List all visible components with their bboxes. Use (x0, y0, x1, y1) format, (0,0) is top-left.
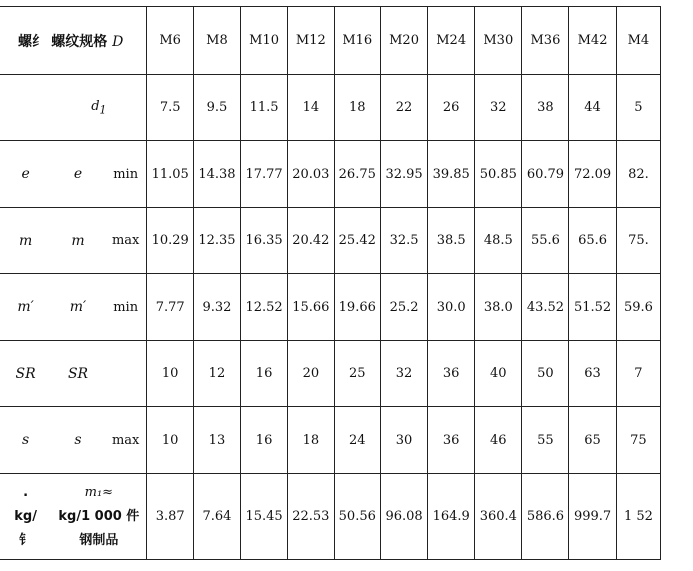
cell-value: 16 (241, 407, 288, 474)
cell-value: 7.5 (147, 75, 193, 141)
cell-value: 17.77 (241, 141, 288, 208)
cell-value: 12.35 (193, 208, 240, 274)
size-header: M24 (428, 7, 475, 75)
cell-value: 32.95 (380, 141, 427, 208)
row-symbol-a: m (0, 208, 51, 274)
cell-value: 20 (288, 341, 334, 407)
cell-value: 22 (380, 75, 427, 141)
cell-value: 32 (380, 341, 427, 407)
size-header: M42 (569, 7, 616, 75)
cell-value: 19.66 (334, 274, 380, 341)
cell-value: 36 (428, 341, 475, 407)
cell-value: 360.4 (475, 474, 522, 560)
cell-value: 13 (193, 407, 240, 474)
cell-value: 32 (475, 75, 522, 141)
row-symbol-a: m′ (0, 274, 51, 341)
cell-value: 82. (616, 141, 661, 208)
table-row-mass (0, 474, 692, 560)
mass-note: 钢制品 (79, 532, 119, 548)
mass-col0-line: . (23, 484, 29, 500)
table-row-m-prime (0, 274, 692, 341)
cell-value: 40 (475, 341, 522, 407)
cell-value: 30.0 (428, 274, 475, 341)
cell-value: 25.42 (334, 208, 380, 274)
cell-value: 586.6 (522, 474, 569, 560)
cell-value: 7.64 (193, 474, 240, 560)
cell-value: 30 (380, 407, 427, 474)
size-header: M36 (522, 7, 569, 75)
size-header: M8 (193, 7, 240, 75)
row-symbol-b: SR (51, 341, 105, 407)
row-symbol-b: m′ (51, 274, 105, 341)
table-row-m (0, 208, 692, 274)
cell-value: 55 (522, 407, 569, 474)
cell-value: 10 (147, 407, 193, 474)
row-symbol-a: e (0, 141, 51, 208)
cell-value: 7 (616, 341, 661, 407)
cell-value: 11.5 (241, 75, 288, 141)
cell-value: 36 (428, 407, 475, 474)
cell-value: 38 (522, 75, 569, 141)
cell-value: 20.42 (288, 208, 334, 274)
cell-value: 14.38 (193, 141, 240, 208)
row-symbol-a: SR (0, 341, 51, 407)
cell-value: 65.6 (569, 208, 616, 274)
cell-value: 16.35 (241, 208, 288, 274)
cell-value: 12 (193, 341, 240, 407)
row-qualifier (105, 341, 147, 407)
d-letter: d (91, 98, 100, 114)
cell-value: 18 (334, 75, 380, 141)
mass-col0-line: kg/ (14, 508, 37, 524)
cell-value: 50.85 (475, 141, 522, 208)
cell-value: 38.5 (428, 208, 475, 274)
cell-value: 72.09 (569, 141, 616, 208)
cell-value: 48.5 (475, 208, 522, 274)
cell-value: 32.5 (380, 208, 427, 274)
table-row-d1 (0, 75, 692, 141)
cell-value: 15.66 (288, 274, 334, 341)
cell-value: 60.79 (522, 141, 569, 208)
row-symbol-a: s (0, 407, 51, 474)
cell-value: 164.9 (428, 474, 475, 560)
cell-value: 12.52 (241, 274, 288, 341)
row-symbol-b: s (51, 407, 105, 474)
cell-value: 26.75 (334, 141, 380, 208)
d-symbol: D (112, 33, 124, 50)
size-header: M4 (616, 7, 661, 75)
size-header: M10 (241, 7, 288, 75)
row-qualifier: min (105, 274, 147, 341)
row-qualifier: min (105, 141, 147, 208)
cell-value: 18 (288, 407, 334, 474)
cell-value: 10 (147, 341, 193, 407)
cell-value: 43.52 (522, 274, 569, 341)
header-col0: 螺纟 (0, 7, 51, 75)
cell-value: 96.08 (380, 474, 427, 560)
cell-value: 1 52 (616, 474, 661, 560)
cell-value: 75 (616, 407, 661, 474)
cell-value: 51.52 (569, 274, 616, 341)
mass-unit: kg/1 000 件 (58, 508, 140, 524)
cell-value: 7.77 (147, 274, 193, 341)
size-header: M30 (475, 7, 522, 75)
cell-value: 9.5 (193, 75, 240, 141)
size-header: M6 (147, 7, 193, 75)
thread-spec-label: 螺纹规格 (51, 33, 108, 50)
cell-value: 11.05 (147, 141, 193, 208)
d-subscript: 1 (99, 103, 107, 117)
size-header: M20 (380, 7, 427, 75)
cell-value: 5 (616, 75, 661, 141)
cell-value: 44 (569, 75, 616, 141)
row-qualifier: max (105, 407, 147, 474)
cell-value: 16 (241, 341, 288, 407)
row-symbol-b: e (51, 141, 105, 208)
cell-value: 26 (428, 75, 475, 141)
size-header: M16 (334, 7, 380, 75)
header-thread-spec (51, 7, 147, 75)
cell-value: 50.56 (334, 474, 380, 560)
table-row-sr (0, 341, 692, 407)
cell-value: 15.45 (241, 474, 288, 560)
mass-label-col0 (0, 474, 51, 560)
cell-value: 55.6 (522, 208, 569, 274)
table-row-e (0, 141, 692, 208)
cell-value: 59.6 (616, 274, 661, 341)
cell-value: 22.53 (288, 474, 334, 560)
mass-col0-line: 钅 (19, 532, 33, 548)
cell-value: 50 (522, 341, 569, 407)
mass-symbol: m₁≈ (84, 484, 114, 500)
cell-value: 46 (475, 407, 522, 474)
row-symbol-a (0, 75, 51, 141)
header-row (0, 7, 692, 75)
cell-value: 9.32 (193, 274, 240, 341)
cell-value: 75. (616, 208, 661, 274)
cell-value: 20.03 (288, 141, 334, 208)
size-header: M12 (288, 7, 334, 75)
cell-value: 38.0 (475, 274, 522, 341)
mass-label (51, 474, 147, 560)
row-symbol-d1 (51, 75, 147, 141)
cell-value: 39.85 (428, 141, 475, 208)
cell-value: 25 (334, 341, 380, 407)
cell-value: 25.2 (380, 274, 427, 341)
table-row-s (0, 407, 692, 474)
row-qualifier: max (105, 208, 147, 274)
cell-value: 10.29 (147, 208, 193, 274)
cell-value: 65 (569, 407, 616, 474)
cell-value: 63 (569, 341, 616, 407)
nut-dimension-table (0, 6, 692, 560)
cell-value: 14 (288, 75, 334, 141)
cell-value: 3.87 (147, 474, 193, 560)
row-symbol-b: m (51, 208, 105, 274)
cell-value: 24 (334, 407, 380, 474)
cell-value: 999.7 (569, 474, 616, 560)
